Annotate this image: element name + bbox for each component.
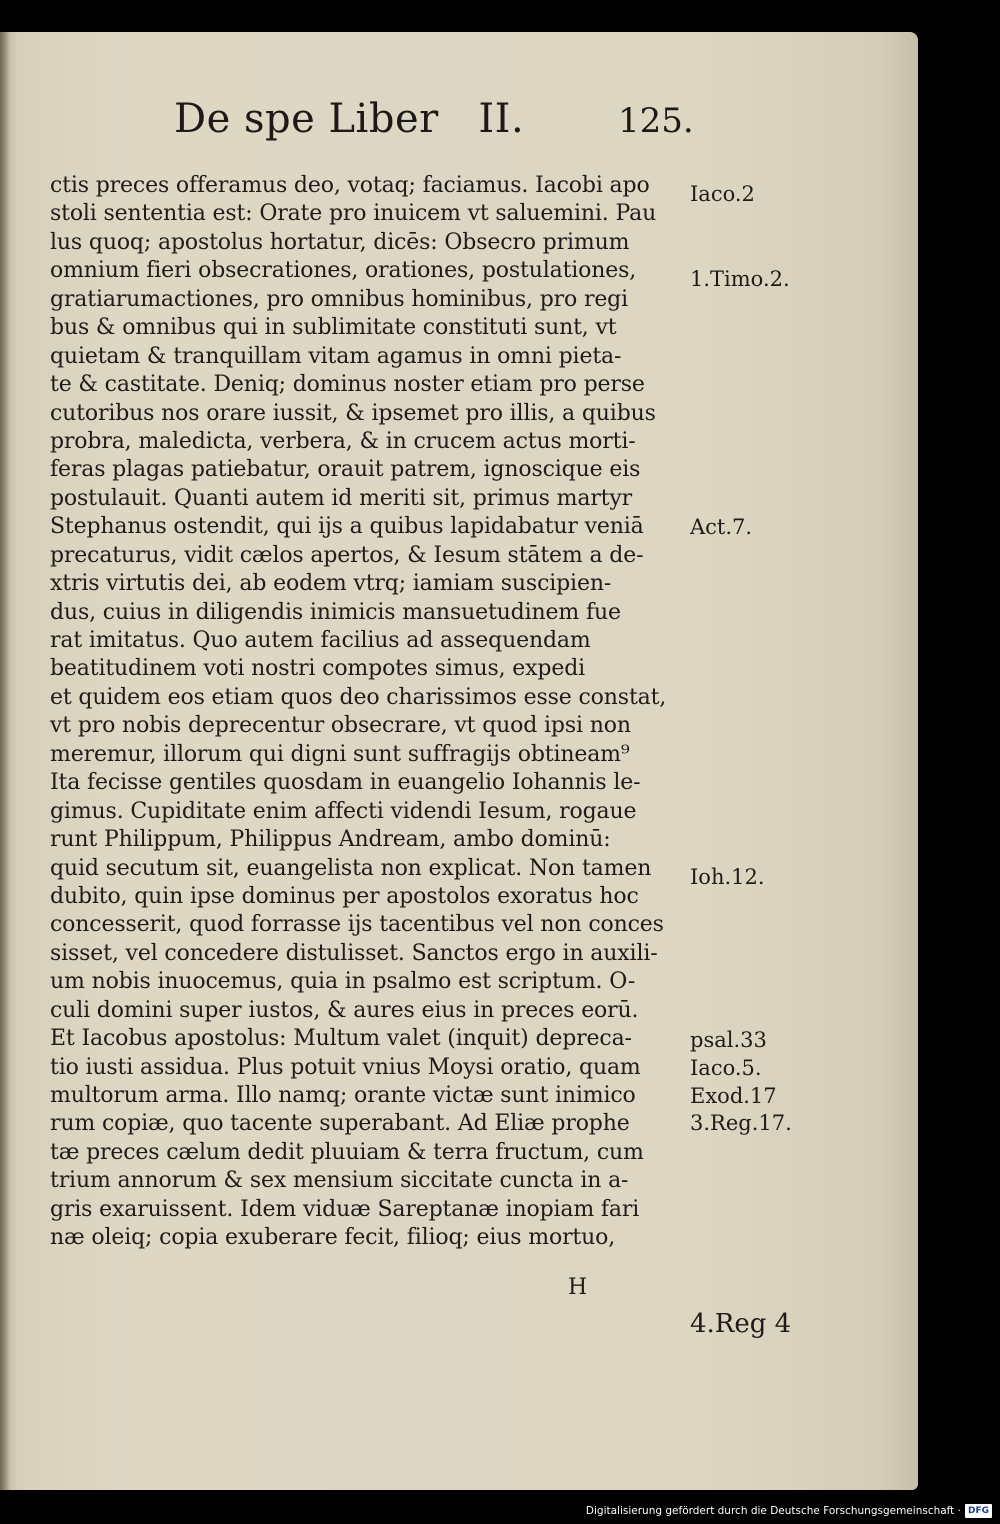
text-line: sisset, vel concedere distulisset. Sanctos ergo in auxili-: [50, 940, 658, 966]
text-line: rum copiæ, quo tacente superabant. Ad Eliæ prophe: [50, 1111, 630, 1137]
text-line: te & castitate. Deniq; dominus noster etiam pro perse: [50, 372, 645, 398]
text-line: postulauit. Quanti autem id meriti sit, primus martyr: [50, 485, 633, 511]
text-line: meremur, illorum qui digni sunt suffragijs obtineam⁹: [50, 741, 630, 767]
text-line: culi domini super iustos, & aures eius in preces eorū.: [50, 997, 639, 1023]
catchword: H: [568, 1275, 588, 1300]
margin-note: 1.Timo.2.: [690, 267, 790, 292]
margin-note: Exod.17: [690, 1084, 777, 1109]
text-line: næ oleiq; copia exuberare fecit, filioq; eius mortuo,: [50, 1225, 616, 1251]
text-line: tæ preces cælum dedit pluuiam & terra fructum, cum: [50, 1139, 644, 1165]
running-title: De spe Liber II.: [174, 96, 525, 142]
text-line: precaturus, vidit cælos apertos, & Iesum stātem a de-: [50, 542, 644, 568]
text-line: lus quoq; apostolus hortatur, dicēs: Obsecro primum: [50, 229, 630, 255]
text-line: gris exaruissent. Idem viduæ Sareptanæ inopiam fari: [50, 1196, 640, 1222]
text-line: gimus. Cupiditate enim affecti videndi Iesum, rogaue: [50, 798, 637, 824]
running-header: [0, 92, 918, 146]
text-line: gratiarumactiones, pro omnibus hominibus, pro regi: [50, 286, 629, 312]
text-line: trium annorum & sex mensium siccitate cuncta in a-: [50, 1168, 629, 1194]
text-line: Stephanus ostendit, qui ijs a quibus lapidabatur veniā: [50, 514, 644, 540]
main-text: [50, 172, 690, 1253]
text-line: stoli sententia est: Orate pro inuicem vt saluemini. Pau: [50, 201, 657, 227]
text-line: beatitudinem voti nostri compotes simus, expedi: [50, 656, 586, 682]
text-line: dubito, quin ipse dominus per apostolos exoratus hoc: [50, 883, 639, 909]
credit-text: Digitalisierung gefördert durch die Deutsche Forschungsgemeinschaft ·: [585, 1505, 961, 1517]
text-line: cutoribus nos orare iussit, & ipsemet pro illis, a quibus: [50, 400, 656, 426]
text-line: rat imitatus. Quo autem facilius ad assequendam: [50, 628, 591, 653]
text-line: um nobis inuocemus, quia in psalmo est scriptum. O-: [50, 969, 636, 995]
text-line: omnium fieri obsecrationes, orationes, postulationes,: [50, 258, 637, 284]
margin-note: Iaco.5.: [690, 1055, 762, 1080]
text-line: quid secutum sit, euangelista non explicat. Non tamen: [50, 855, 652, 881]
page-number: 125.: [618, 101, 694, 141]
margin-note: Act.7.: [690, 515, 753, 540]
text-line: tio iusti assidua. Plus potuit vnius Moysi oratio, quam: [50, 1054, 641, 1080]
text-line: quietam & tranquillam vitam agamus in omni pieta-: [50, 343, 622, 369]
text-line: dus, cuius in diligendis inimicis mansuetudinem fue: [50, 599, 621, 625]
text-line: vt pro nobis deprecentur obsecrare, vt quod ipsi non: [50, 713, 631, 739]
text-line: bus & omnibus qui in sublimitate constituti sunt, vt: [50, 315, 617, 341]
text-line: Ita fecisse gentiles quosdam in euangelio Iohannis le-: [50, 770, 641, 796]
dfg-logo: DFG: [965, 1504, 992, 1518]
margin-note: Ioh.12.: [690, 864, 765, 889]
text-line: Et Iacobus apostolus: Multum valet (inquit) depreca-: [50, 1026, 632, 1052]
text-line: ctis preces offeramus deo, votaq; faciamus. Iacobi apo: [50, 173, 650, 198]
margin-note: 4.Reg 4: [690, 1309, 792, 1339]
text-line: et quidem eos etiam quos deo charissimos esse constat,: [50, 684, 667, 710]
margin-note: 3.Reg.17.: [690, 1110, 792, 1135]
text-line: concesserit, quod forrasse ijs tacentibus vel non conces: [50, 912, 664, 938]
digitization-credit: [586, 1504, 992, 1518]
margin-note: Iaco.2: [690, 182, 755, 206]
text-line: feras plagas patiebatur, orauit patrem, ignoscique eis: [50, 457, 641, 483]
text-line: runt Philippum, Philippus Andream, ambo dominū:: [50, 827, 611, 853]
text-line: multorum arma. Illo namq; orante victæ sunt inimico: [50, 1083, 636, 1108]
margin-note: psal.33: [690, 1027, 767, 1052]
text-line: probra, maledicta, verbera, & in crucem actus morti-: [50, 428, 636, 454]
text-line: xtris virtutis dei, ab eodem vtrq; iamiam suscipien-: [50, 571, 612, 597]
book-page: [0, 32, 918, 1490]
